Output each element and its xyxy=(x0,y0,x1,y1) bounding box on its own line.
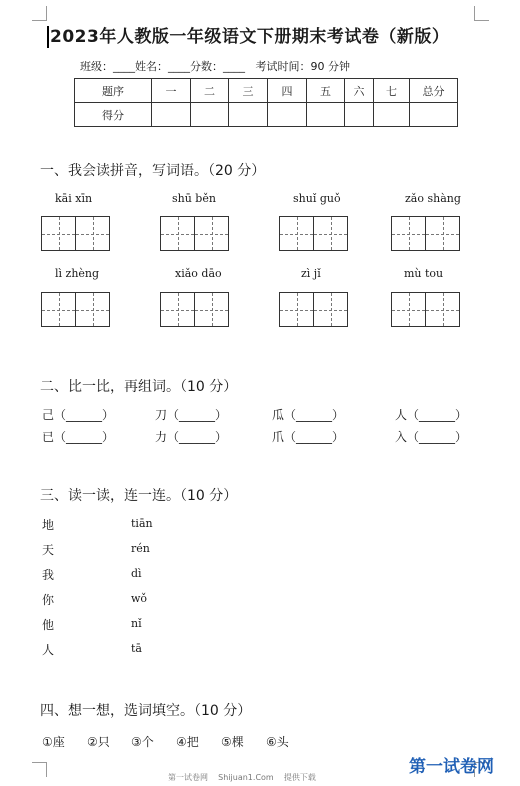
writing-grid[interactable] xyxy=(391,216,459,251)
score-cell[interactable] xyxy=(152,103,191,127)
match-char[interactable]: 天 xyxy=(42,543,55,557)
pinyin-label: shuǐ guǒ xyxy=(293,192,341,205)
pinyin-label: mù tou xyxy=(404,267,444,280)
match-pinyin[interactable]: tiān xyxy=(131,517,153,530)
compare-item[interactable]: 爪（______） xyxy=(272,430,345,444)
score-header-cell: 题序 xyxy=(75,79,152,103)
word-option: ①座 xyxy=(42,735,65,749)
brand-watermark: 第一试卷网 xyxy=(409,757,494,777)
pinyin-label: zǎo shàng xyxy=(405,192,461,205)
section3-heading: 三、读一读，连一连。（10 分） xyxy=(40,488,238,504)
match-pinyin[interactable]: tā xyxy=(131,642,142,655)
compare-item[interactable]: 已（______） xyxy=(42,430,115,444)
word-option: ④把 xyxy=(176,735,199,749)
word-option: ⑥头 xyxy=(266,735,289,749)
match-pinyin[interactable]: nǐ xyxy=(131,617,142,630)
writing-grid[interactable] xyxy=(160,292,228,327)
compare-item[interactable]: 入（______） xyxy=(395,430,468,444)
writing-grid[interactable] xyxy=(41,216,109,251)
score-cell[interactable] xyxy=(229,103,268,127)
writing-grid[interactable] xyxy=(279,292,347,327)
page-title: 2023年人教版一年级语文下册期末考试卷（新版） xyxy=(50,27,450,47)
score-header-cell: 一 xyxy=(152,79,191,103)
match-char[interactable]: 他 xyxy=(42,618,55,632)
section4-heading: 四、想一想，选词填空。（10 分） xyxy=(40,703,252,719)
score-cell[interactable] xyxy=(191,103,229,127)
score-header-cell: 六 xyxy=(345,79,374,103)
match-char[interactable]: 你 xyxy=(42,593,55,607)
word-option: ②只 xyxy=(87,735,110,749)
score-header-cell: 四 xyxy=(268,79,307,103)
score-cell[interactable] xyxy=(307,103,345,127)
score-table xyxy=(74,78,458,127)
match-pinyin[interactable]: rén xyxy=(131,542,150,555)
match-char[interactable]: 人 xyxy=(42,643,55,657)
pinyin-label: xiǎo dāo xyxy=(175,267,222,280)
writing-grid[interactable] xyxy=(160,216,228,251)
match-char[interactable]: 地 xyxy=(42,518,55,532)
page-footer: 第一试卷网 Shijuan1.Com 提供下载 xyxy=(168,773,316,782)
score-header-cell: 总分 xyxy=(410,79,458,103)
score-cell[interactable] xyxy=(268,103,307,127)
writing-grid[interactable] xyxy=(279,216,347,251)
score-header-cell: 七 xyxy=(374,79,410,103)
student-info-line: 班级：____姓名：____分数：____ 考试时间：90 分钟 xyxy=(80,60,350,73)
compare-item[interactable]: 瓜（______） xyxy=(272,408,345,422)
pinyin-label: shū běn xyxy=(172,192,216,205)
compare-item[interactable]: 人（______） xyxy=(395,408,468,422)
compare-item[interactable]: 刀（______） xyxy=(155,408,228,422)
match-pinyin[interactable]: wǒ xyxy=(131,592,148,605)
score-cell[interactable] xyxy=(410,103,458,127)
score-header-cell: 三 xyxy=(229,79,268,103)
section2-heading: 二、比一比，再组词。（10 分） xyxy=(40,379,238,395)
compare-item[interactable]: 力（______） xyxy=(155,430,228,444)
score-header-cell: 二 xyxy=(191,79,229,103)
writing-grid[interactable] xyxy=(391,292,459,327)
word-option: ⑤棵 xyxy=(221,735,244,749)
section1-heading: 一、我会读拼音，写词语。（20 分） xyxy=(40,163,266,179)
crop-mark-top-right xyxy=(474,6,489,21)
text-cursor xyxy=(47,26,49,48)
score-table-header-row xyxy=(75,79,458,103)
pinyin-label: kāi xīn xyxy=(55,192,93,205)
match-pinyin[interactable]: dì xyxy=(131,567,142,580)
crop-mark-top-left xyxy=(32,6,47,21)
pinyin-label: lì zhèng xyxy=(55,267,100,280)
score-cell[interactable] xyxy=(374,103,410,127)
crop-mark-bottom-left xyxy=(32,762,47,777)
compare-item[interactable]: 己（______） xyxy=(42,408,115,422)
pinyin-label: zì jǐ xyxy=(301,267,321,280)
word-option: ③个 xyxy=(131,735,154,749)
score-table-score-row xyxy=(75,103,458,127)
score-header-cell: 五 xyxy=(307,79,345,103)
writing-grid[interactable] xyxy=(41,292,109,327)
score-cell[interactable] xyxy=(345,103,374,127)
match-char[interactable]: 我 xyxy=(42,568,55,582)
score-row-label: 得分 xyxy=(75,103,152,127)
